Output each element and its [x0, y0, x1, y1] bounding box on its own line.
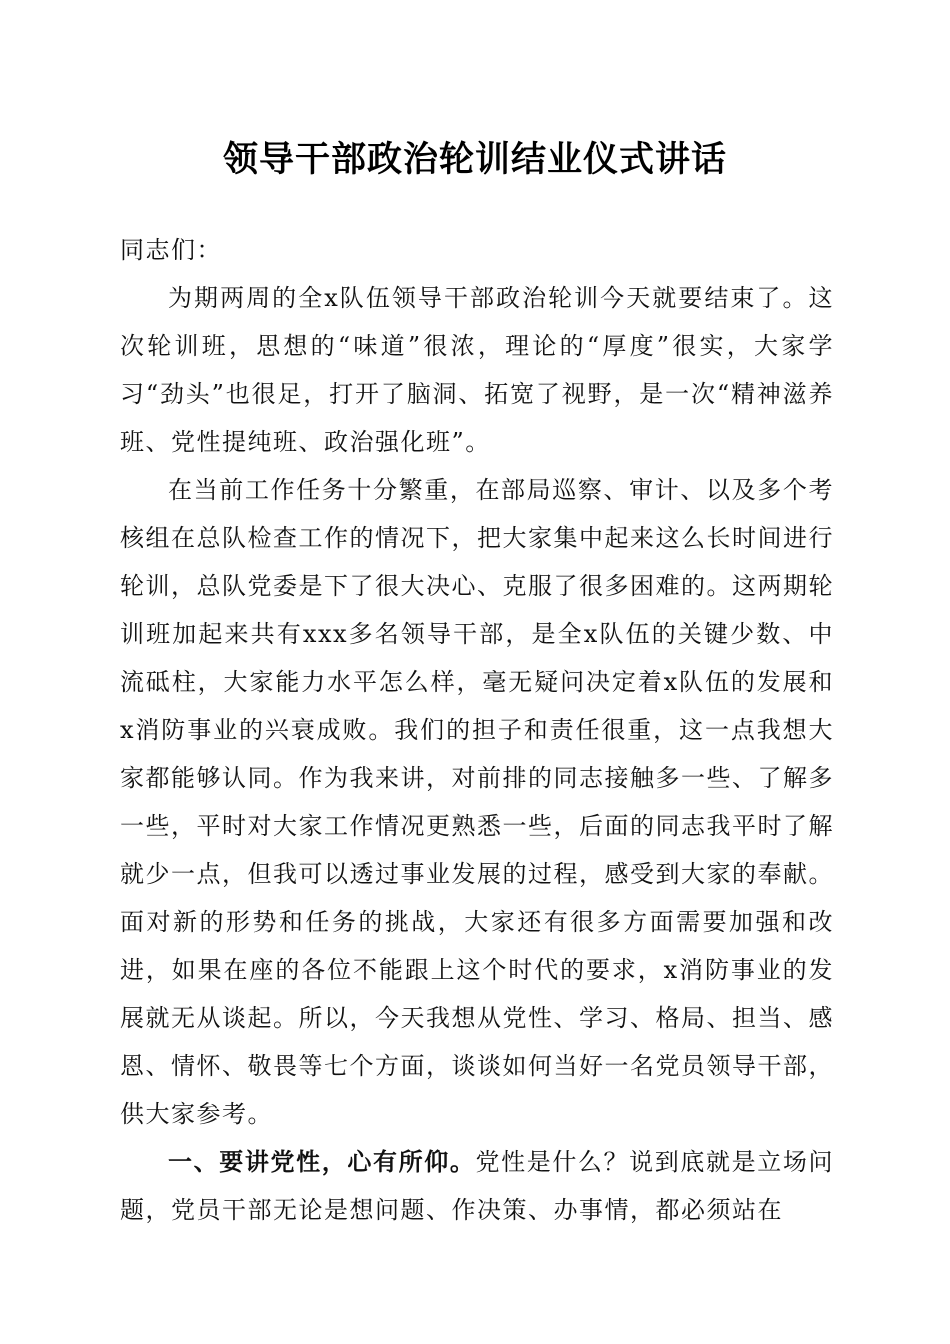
section-one-paragraph [120, 1138, 834, 1234]
paragraph-intro: 为期两周的全x队伍领导干部政治轮训今天就要结束了。这次轮训班，思想的“味道”很浓，理论的“厚度”很实，大家学习“劲头”也很足，打开了脑洞、拓宽了视野，是一次“精神滋养班、党性提纯班、政治强化班”。 [120, 284, 834, 456]
document-title: 领导干部政治轮训结业仪式讲话 [222, 139, 727, 180]
document-body [120, 226, 834, 1234]
section-one-text: 党性是什么？说到底就是立场问题，党员干部无论是想问题、作决策、办事情，都必须站在 [120, 1148, 835, 1224]
paragraph-context: 在当前工作任务十分繁重，在部局巡察、审计、以及多个考核组在总队检查工作的情况下，把大家集中起来这么长时间进行轮训，总队党委是下了很大决心、克服了很多困难的。这两期轮训班加起来共有xxx多名领导干部，是全x队伍的关键少数、中流砥柱，大家能力水平怎么样，毫无疑问决定着x队伍的发展和x消防事业的兴衰成败。我们的担子和责任很重，这一点我想大家都能够认同。作为我来讲，对前排的同志接触多一些、了解多一些，平时对大家工作情况更熟悉一些，后面的同志我平时了解就少一点，但我可以透过事业发展的过程，感受到大家的奉献。面对新的形势和任务的挑战，大家还有很多方面需要加强和改进，如果在座的各位不能跟上这个时代的要求，x消防事业的发展就无从谈起。所以，今天我想从党性、学习、格局、担当、感恩、情怀、敬畏等七个方面，谈谈如何当好一名党员领导干部，供大家参考。 [120, 476, 834, 1128]
section-one-heading: 一、要讲党性，心有所仰。 [168, 1148, 476, 1176]
salutation: 同志们： [120, 236, 222, 264]
